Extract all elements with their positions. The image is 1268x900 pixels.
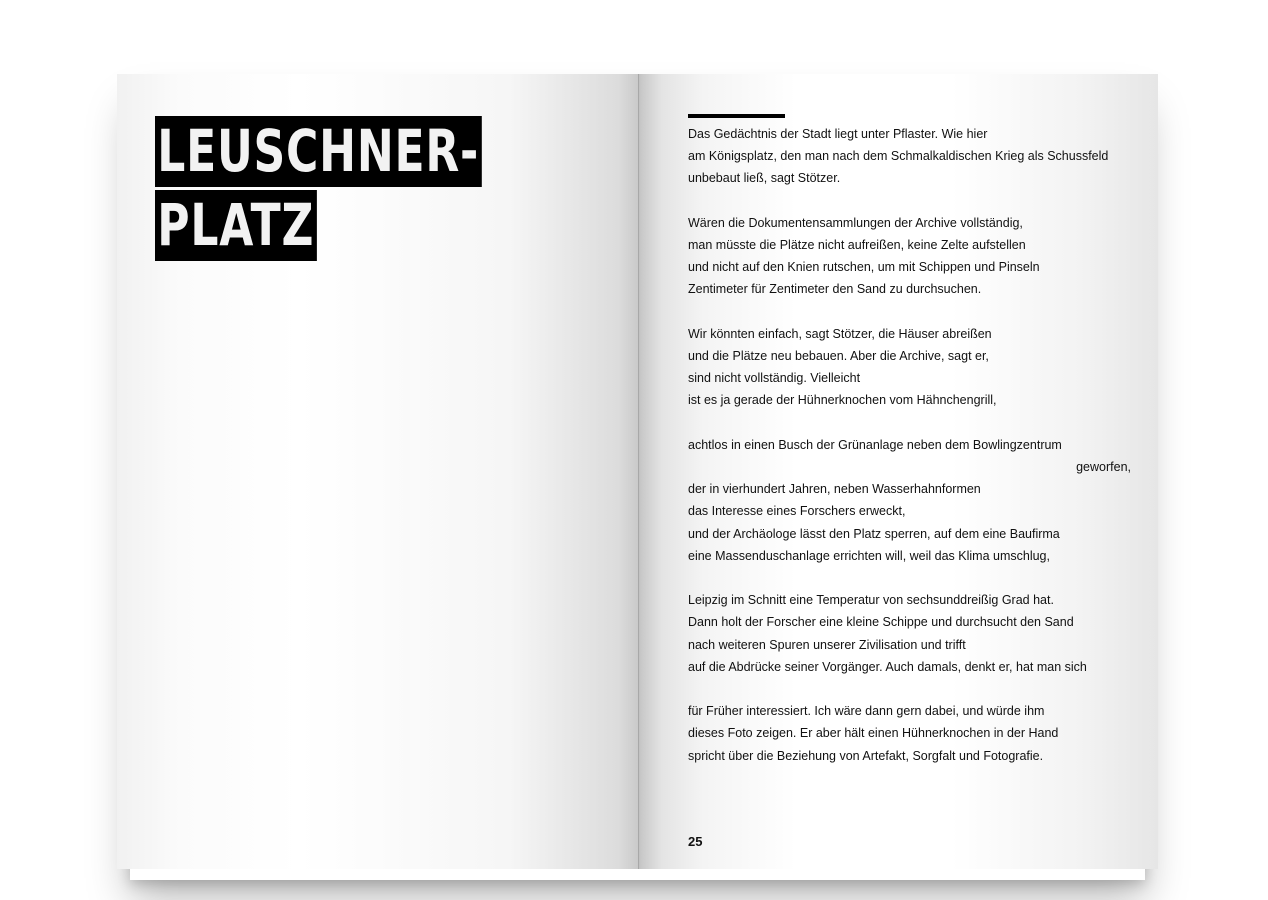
stanza-5 <box>688 589 1148 678</box>
stanza-1 <box>688 123 1148 190</box>
text-line: unbebaut ließ, sagt Stötzer. <box>688 171 841 186</box>
right-page <box>641 74 1158 869</box>
stanza-2 <box>688 212 1148 301</box>
text-line: und die Plätze neu bebauen. Aber die Archive, sagt er, <box>688 349 989 363</box>
text-line: Leipzig im Schnitt eine Temperatur von sechsunddreißig Grad hat. <box>688 593 1054 608</box>
stanza-6 <box>688 700 1148 767</box>
text-line: ist es ja gerade der Hühnerknochen vom Hähnchengrill, <box>688 393 997 408</box>
text-line: auf die Abdrücke seiner Vorgänger. Auch damals, denkt er, hat man sich <box>688 659 1087 674</box>
text-line: achtlos in einen Busch der Grünanlage neben dem Bowlingzentrum <box>688 437 1062 452</box>
text-line: und der Archäologe lässt den Platz sperren, auf dem eine Baufirma <box>688 526 1060 541</box>
title-line-2: PLATZ <box>155 190 317 261</box>
text-line: sind nicht vollständig. Vielleicht <box>688 371 861 386</box>
page-number: 25 <box>688 834 703 849</box>
text-line: für Früher interessiert. Ich wäre dann gern dabei, und würde ihm <box>688 704 1045 719</box>
title-line-1: LEUSCHNER- <box>155 116 482 187</box>
section-rule <box>688 114 785 118</box>
text-line: und nicht auf den Knien rutschen, um mit Schippen und Pinseln <box>688 260 1040 275</box>
text-line: nach weiteren Spuren unserer Zivilisation und trifft <box>688 637 966 652</box>
poem-text <box>688 123 1148 789</box>
text-line: am Königsplatz, den man nach dem Schmalkaldischen Krieg als Schussfeld <box>688 149 1109 164</box>
chapter-title <box>155 116 585 264</box>
text-line: spricht über die Beziehung von Artefakt, Sorgfalt und Fotografie. <box>688 748 1044 763</box>
text-line: Wären die Dokumentensammlungen der Archive vollständig, <box>688 215 1023 230</box>
text-line: dieses Foto zeigen. Er aber hält einen Hühnerknochen in der Hand <box>688 726 1059 741</box>
text-line: das Interesse eines Forschers erweckt, <box>688 504 906 519</box>
text-line: Das Gedächtnis der Stadt liegt unter Pflaster. Wie hier <box>688 127 988 141</box>
stanza-3 <box>688 323 1148 412</box>
text-line: man müsste die Plätze nicht aufreißen, keine Zelte aufstellen <box>688 238 1026 252</box>
text-line: Dann holt der Forscher eine kleine Schippe und durchsucht den Sand <box>688 615 1074 630</box>
text-line: Zentimeter für Zentimeter den Sand zu durchsuchen. <box>688 282 982 297</box>
text-line: eine Massenduschanlage errichten will, weil das Klima umschlug, <box>688 548 1050 563</box>
text-line-indented: geworfen, <box>1076 460 1131 474</box>
text-line: Wir könnten einfach, sagt Stötzer, die Häuser abreißen <box>688 326 992 341</box>
stanza-4 <box>688 434 1148 567</box>
text-line: der in vierhundert Jahren, neben Wasserhahnformen <box>688 482 981 497</box>
left-page <box>117 74 639 869</box>
